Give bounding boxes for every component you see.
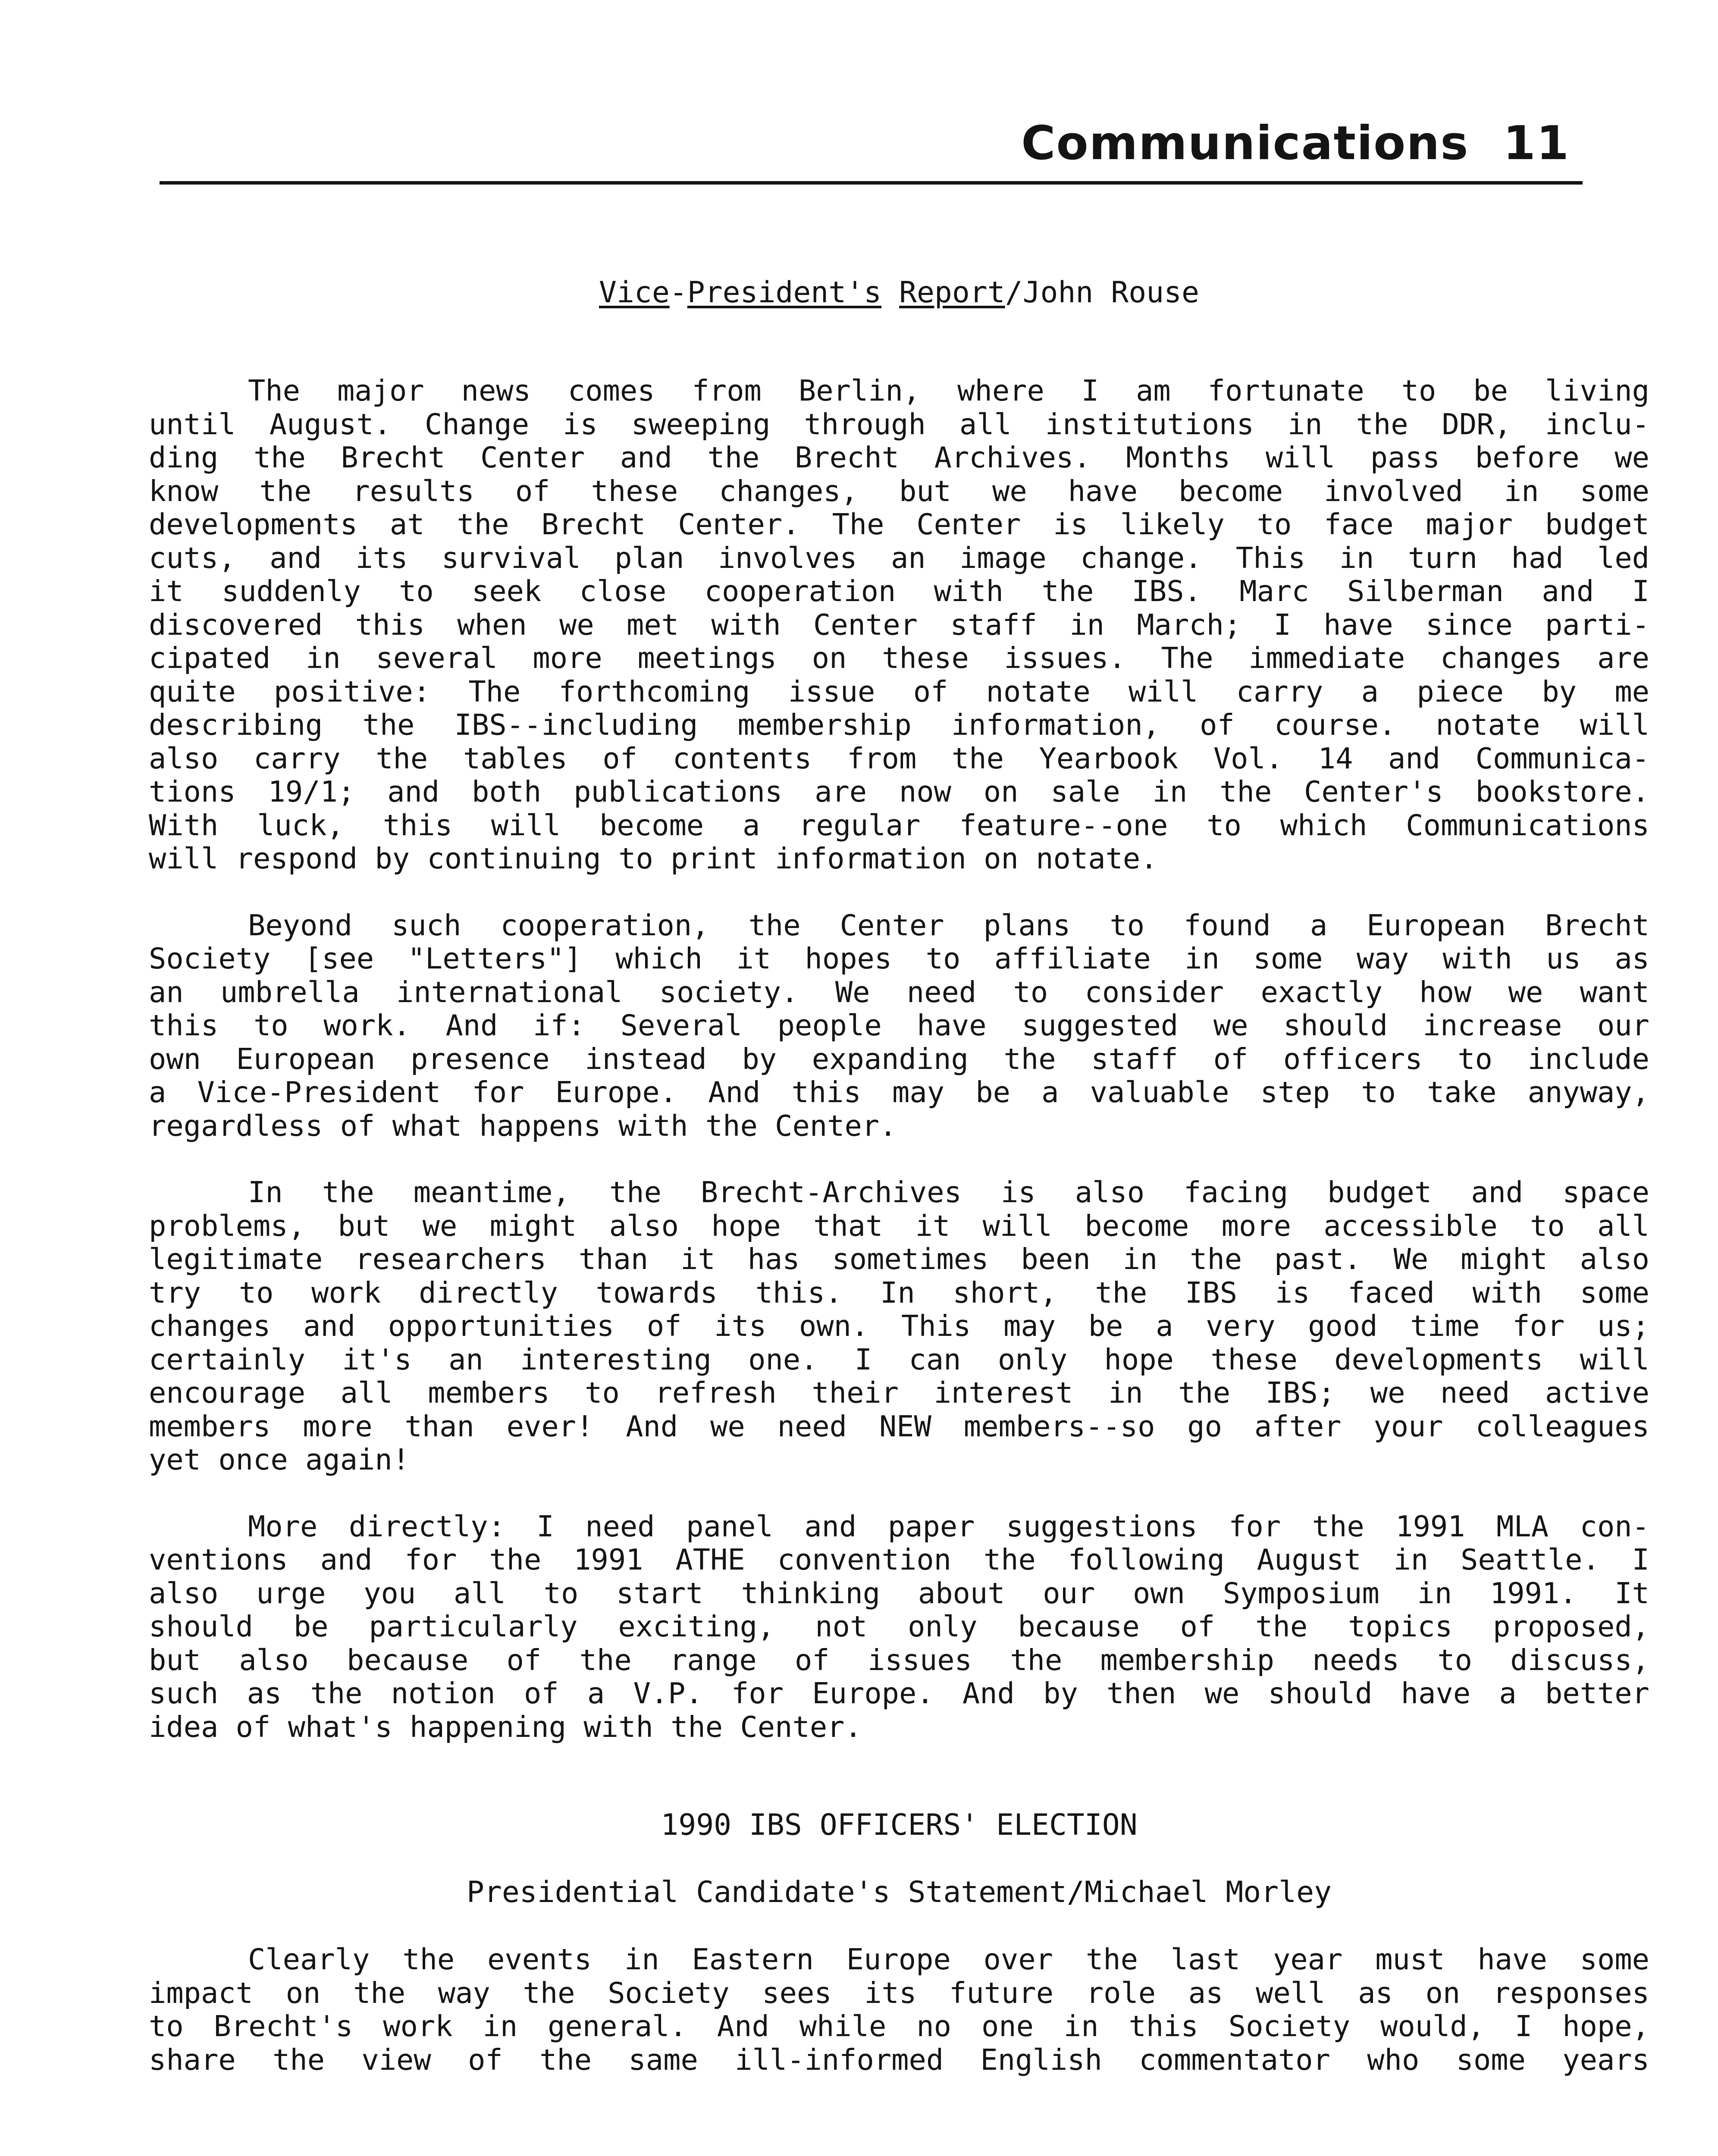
text-line: problems, but we might also hope that it will become more accessible to all xyxy=(149,1209,1649,1243)
text-line: changes and opportunities of its own. This may be a very good time for us; xyxy=(149,1309,1649,1343)
text-line: yet once again! xyxy=(149,1443,410,1476)
text-line: will respond by continuing to print information on notate. xyxy=(149,842,1158,875)
statement-paragraph-1 xyxy=(149,1943,1649,2077)
text-line: but also because of the range of issues the membership needs to discuss, xyxy=(149,1643,1649,1677)
text-line: Society [see "Letters"] which it hopes to affiliate in some way with us as xyxy=(149,942,1649,975)
report-title-vice: Vice xyxy=(599,276,670,310)
text-line: a Vice-President for Europe. And this may be a valuable step to take anyway, xyxy=(149,1075,1649,1109)
text-line: regardless of what happens with the Center. xyxy=(149,1109,897,1143)
report-title: Vice-President's Report/John Rouse xyxy=(599,276,1199,310)
election-heading: 1990 IBS OFFICERS' ELECTION xyxy=(661,1808,1138,1842)
text-line: know the results of these changes, but we have become involved in some xyxy=(149,474,1649,508)
text-line: ventions and for the 1991 ATHE convention the following August in Seattle. I xyxy=(149,1543,1649,1576)
text-line: cipated in several more meetings on these issues. The immediate changes are xyxy=(149,641,1649,675)
text-line: this to work. And if: Several people have suggested we should increase our xyxy=(149,1009,1649,1042)
election-subheading: Presidential Candidate's Statement/Michael Morley xyxy=(466,1875,1332,1909)
text-line: also urge you all to start thinking about our own Symposium in 1991. It xyxy=(149,1576,1649,1610)
report-title-president: President's xyxy=(687,276,882,310)
text-line: such as the notion of a V.P. for Europe. And by then we should have a better xyxy=(149,1677,1649,1710)
header-title xyxy=(1021,116,1570,170)
text-line: discovered this when we met with Center staff in March; I have since parti- xyxy=(149,608,1649,642)
page-header xyxy=(160,116,1583,185)
text-line: try to work directly towards this. In short, the IBS is faced with some xyxy=(149,1275,1649,1310)
section-name: Communications xyxy=(1021,116,1469,170)
text-line: share the view of the same ill-informed English commentator who some years xyxy=(149,2043,1649,2077)
text-line: tions 19/1; and both publications are now on sale in the Center's bookstore. xyxy=(149,775,1649,808)
report-title-author: /John Rouse xyxy=(1005,276,1199,310)
text-line: until August. Change is sweeping through all institutions in the DDR, inclu- xyxy=(149,407,1649,441)
text-line: In the meantime, the Brecht-Archives is also facing budget and space xyxy=(248,1175,1649,1209)
text-line: an umbrella international society. We need to consider exactly how we want xyxy=(149,975,1649,1009)
text-line: With luck, this will become a regular feature--one to which Communications xyxy=(149,808,1649,842)
text-line: to Brecht's work in general. And while no one in this Society would, I hope, xyxy=(149,2009,1649,2043)
text-line: idea of what's happening with the Center. xyxy=(149,1710,862,1744)
text-line: own European presence instead by expanding the staff of officers to include xyxy=(149,1042,1649,1076)
report-paragraph-1 xyxy=(149,374,1649,876)
text-line: Clearly the events in Eastern Europe over the last year must have some xyxy=(248,1943,1649,1976)
text-line: Beyond such cooperation, the Center plans to found a European Brecht xyxy=(248,908,1649,942)
text-line: quite positive: The forthcoming issue of notate will carry a piece by me xyxy=(149,674,1649,708)
text-line: should be particularly exciting, not only because of the topics proposed, xyxy=(149,1610,1649,1643)
text-line: describing the IBS--including membership information, of course. notate will xyxy=(149,708,1649,742)
report-paragraph-3 xyxy=(149,1176,1649,1477)
text-line: certainly it's an interesting one. I can only hope these developments will xyxy=(149,1342,1649,1376)
text-line: More directly: I need panel and paper suggestions for the 1991 MLA con- xyxy=(248,1509,1649,1543)
report-paragraph-4 xyxy=(149,1510,1649,1744)
text-line: legitimate researchers than it has sometimes been in the past. We might also xyxy=(149,1242,1649,1276)
text-line: also carry the tables of contents from the Yearbook Vol. 14 and Communica- xyxy=(149,741,1649,775)
article-body xyxy=(149,276,1649,2077)
text-line: members more than ever! And we need NEW members--so go after your colleagues xyxy=(149,1409,1649,1443)
text-line: it suddenly to seek close cooperation with the IBS. Marc Silberman and I xyxy=(149,574,1649,608)
page-number: 11 xyxy=(1503,116,1570,170)
text-line: cuts, and its survival plan involves an image change. This in turn had led xyxy=(149,541,1649,575)
text-line: developments at the Brecht Center. The Center is likely to face major budget xyxy=(149,508,1649,541)
text-line: encourage all members to refresh their interest in the IBS; we need active xyxy=(149,1376,1649,1410)
text-line: impact on the way the Society sees its future role as well as on responses xyxy=(149,1976,1649,2010)
text-line: ding the Brecht Center and the Brecht Archives. Months will pass before we xyxy=(149,441,1649,474)
text-line: The major news comes from Berlin, where I am fortunate to be living xyxy=(248,374,1649,407)
report-title-report: Report xyxy=(899,276,1005,310)
report-paragraph-2 xyxy=(149,909,1649,1143)
